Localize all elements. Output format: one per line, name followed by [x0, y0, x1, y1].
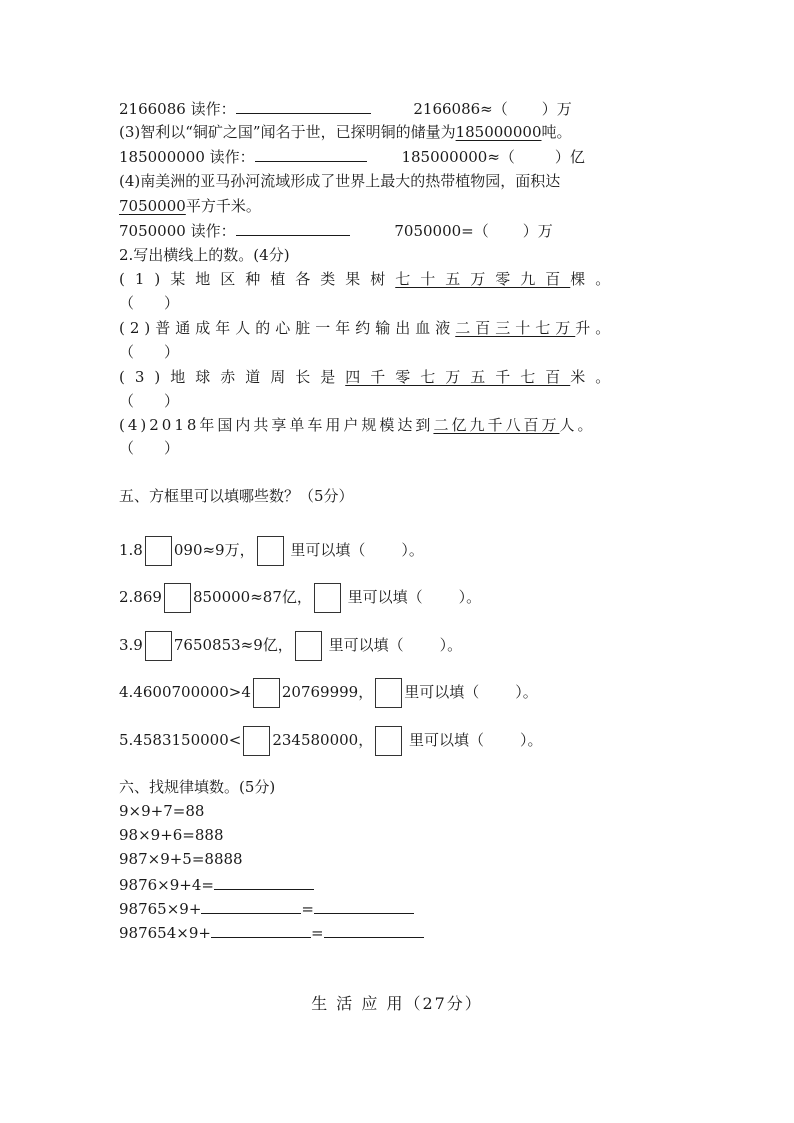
underlined-text: 185000000	[455, 123, 542, 141]
text: ）。	[439, 636, 463, 654]
q2-paren-2[interactable]	[119, 342, 179, 362]
sec6-title	[119, 777, 275, 797]
text: ）。	[401, 541, 424, 559]
text: ）万	[541, 100, 572, 118]
answer-box[interactable]	[295, 631, 322, 661]
section-title: 五、方框里可以填哪些数？（5分）	[119, 487, 354, 505]
digit-box[interactable]	[253, 678, 280, 708]
paren-blank[interactable]: （ ）	[119, 343, 180, 361]
text: 7050000=（	[394, 222, 489, 240]
sec5-row-1	[119, 534, 424, 566]
text: 人。	[559, 416, 596, 434]
text: 090≈9万，	[173, 541, 255, 559]
text: 吨。	[541, 123, 572, 141]
underlined-text: 二亿九千八百万	[433, 416, 560, 434]
line-2166086	[119, 98, 572, 119]
sec6-eq-4	[119, 874, 314, 895]
text: ）。	[520, 731, 543, 749]
line-amazon	[119, 171, 560, 191]
answer-blank[interactable]	[324, 922, 424, 938]
answer-blank[interactable]	[314, 898, 414, 914]
paren-blank[interactable]: （ ）	[119, 294, 180, 312]
life-application-heading	[0, 994, 794, 1014]
answer-blank[interactable]	[236, 220, 350, 236]
line-amazon-2	[119, 196, 261, 216]
q2-paren-1[interactable]	[119, 293, 179, 313]
sec5-row-2	[119, 581, 481, 613]
sec6-eq-2	[119, 825, 224, 845]
text: 1.8	[119, 541, 143, 559]
text: 234580000，	[272, 731, 374, 749]
q2-paren-4[interactable]	[119, 438, 179, 458]
answer-box[interactable]	[375, 678, 402, 708]
text: 5.4583150000<	[119, 731, 242, 749]
text: ）亿	[554, 148, 585, 166]
line-chile	[119, 122, 572, 142]
underlined-text: 二百三十七万	[455, 319, 576, 337]
text: 里可以填（	[290, 541, 366, 559]
q2-item-1	[119, 269, 620, 289]
sec6-eq-5	[119, 898, 414, 919]
text: 185000000 读作：	[119, 148, 255, 166]
sec5-row-3	[119, 629, 462, 661]
answer-box[interactable]	[257, 536, 284, 566]
underlined-text: 7050000	[119, 197, 186, 215]
answer-blank[interactable]	[236, 98, 371, 114]
paren-blank[interactable]: （ ）	[119, 439, 180, 457]
text: 米。	[570, 368, 621, 386]
text: 平方千米。	[185, 197, 261, 215]
text: 9×9+7=88	[119, 802, 205, 820]
text: 2166086 读作：	[119, 100, 236, 118]
sec5-row-5	[119, 724, 543, 756]
q2-item-4	[119, 415, 595, 435]
sec6-eq-6	[119, 922, 424, 943]
text: 里可以填（	[409, 731, 485, 749]
text: (4)南美洲的亚马孙河流域形成了世界上最大的热带植物园，面积达	[119, 172, 561, 190]
text: 987×9+5=8888	[119, 850, 243, 868]
text: (1)某地区种植各类果树	[119, 270, 396, 288]
text: 7050000 读作：	[119, 222, 236, 240]
sec5-title	[119, 486, 354, 506]
text: 2.869	[119, 588, 162, 606]
text: 9876×9+4=	[119, 876, 214, 894]
text: 850000≈87亿，	[192, 588, 312, 606]
text: (4)2018年国内共享单车用户规模达到	[119, 416, 434, 434]
text: 7650853≈9亿，	[173, 636, 293, 654]
text: ）。	[458, 588, 482, 606]
text: 棵。	[570, 270, 621, 288]
text: 里可以填（	[347, 588, 423, 606]
text: 2166086≈（	[413, 100, 508, 118]
text: 3.9	[119, 636, 143, 654]
digit-box[interactable]	[164, 583, 191, 613]
text: 20769999，	[281, 683, 374, 701]
text: 98×9+6=888	[119, 826, 224, 844]
text: 里可以填（	[328, 636, 404, 654]
q2-item-3	[119, 367, 620, 387]
line-185000000	[119, 146, 585, 167]
answer-box[interactable]	[375, 726, 402, 756]
section-title: 六、找规律填数。(5分)	[119, 778, 276, 796]
answer-blank[interactable]	[214, 874, 314, 890]
text: (2)普通成年人的心脏一年约输出血液	[119, 319, 456, 337]
text: (3)智利以“铜矿之国”闻名于世，已探明铜的储量为	[119, 123, 456, 141]
answer-box[interactable]	[314, 583, 341, 613]
text: 升。	[575, 319, 616, 337]
sec6-eq-1	[119, 801, 204, 821]
text: 4.4600700000>4	[119, 683, 251, 701]
underlined-text: 七十五万零九百	[395, 270, 571, 288]
answer-blank[interactable]	[211, 922, 311, 938]
paren-blank[interactable]: （ ）	[119, 392, 180, 410]
q2-title	[119, 245, 290, 265]
digit-box[interactable]	[243, 726, 270, 756]
sec5-row-4	[119, 676, 538, 708]
text: 98765×9+	[119, 900, 202, 918]
text: 185000000≈（	[401, 148, 515, 166]
text: 987654×9+	[119, 924, 211, 942]
answer-blank[interactable]	[201, 898, 301, 914]
line-7050000	[119, 220, 553, 241]
answer-blank[interactable]	[255, 146, 367, 162]
text: =	[310, 924, 324, 942]
sec6-eq-3	[119, 849, 243, 869]
underlined-text: 四千零七万五千七百	[345, 368, 571, 386]
digit-box[interactable]	[145, 631, 172, 661]
text: (3)地球赤道周长是	[119, 368, 346, 386]
text: 2.写出横线上的数。(4分)	[119, 246, 290, 264]
q2-item-2	[119, 318, 615, 338]
q2-paren-3[interactable]	[119, 391, 179, 411]
text: =	[301, 900, 314, 918]
text: 里可以填（	[404, 683, 480, 701]
digit-box[interactable]	[145, 536, 172, 566]
text: ）万	[522, 222, 553, 240]
text: ）。	[515, 683, 538, 701]
section-title: 生 活 应 用（27分）	[311, 994, 483, 1013]
